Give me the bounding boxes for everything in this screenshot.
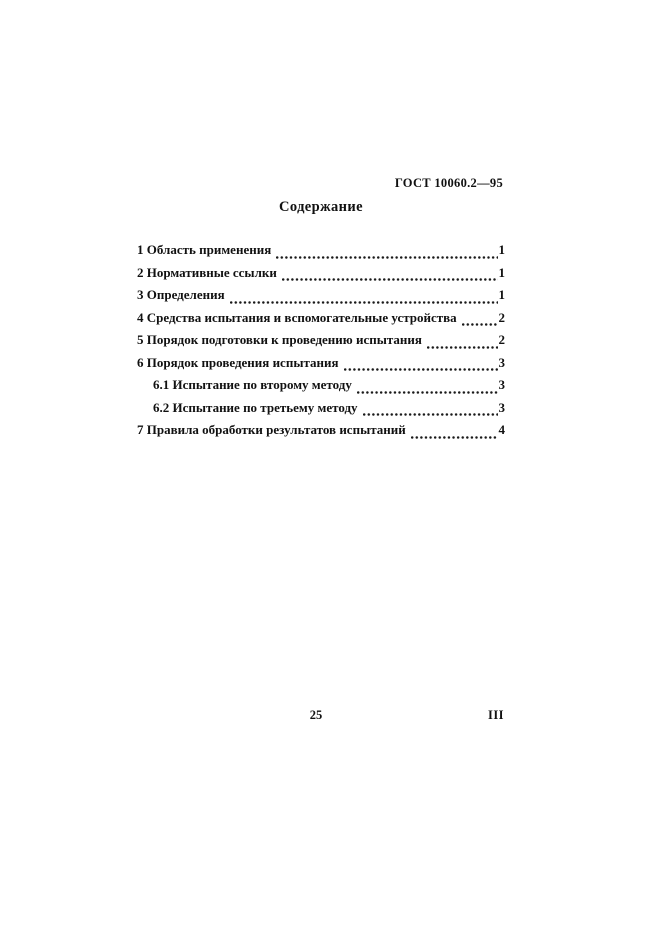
dot-leader <box>357 390 498 395</box>
document-code-header: ГОСТ 10060.2—95 <box>394 176 503 190</box>
toc-page-number: 2 <box>498 332 505 347</box>
printed-page-number: 25 <box>309 708 323 722</box>
toc-entry-label: 5 Порядок подготовки к проведению испытания <box>137 332 422 347</box>
toc-entry <box>137 242 505 265</box>
toc-page-number: 1 <box>498 264 505 280</box>
dot-leader <box>276 255 497 260</box>
toc-subentry <box>137 377 505 400</box>
toc-entry <box>137 310 505 333</box>
toc-subentry <box>137 400 505 423</box>
dot-leader <box>363 412 498 417</box>
table-of-contents <box>137 242 505 445</box>
dot-leader <box>462 322 498 327</box>
toc-entry-label: 4 Средства испытания и вспомогательные устройства <box>137 309 457 325</box>
dot-leader <box>282 277 498 282</box>
page-title: Содержание <box>278 199 364 215</box>
toc-entry <box>137 422 505 445</box>
toc-entry-label: 2 Нормативные ссылки <box>137 264 277 280</box>
toc-entry <box>137 332 505 355</box>
sheet-roman-number: III <box>487 708 505 722</box>
toc-page-number: 3 <box>498 377 505 392</box>
toc-page-number: 3 <box>498 354 505 370</box>
toc-entry <box>137 355 505 378</box>
toc-page-number: 2 <box>498 309 505 325</box>
toc-entry-label: 7 Правила обработки результатов испытаний <box>137 422 406 437</box>
toc-entry <box>137 287 505 310</box>
toc-entry <box>137 265 505 288</box>
toc-page-number: 1 <box>498 287 505 302</box>
toc-page-number: 4 <box>498 422 505 437</box>
toc-entry-label: 6.2 Испытание по третьему методу <box>153 399 358 415</box>
toc-page-number: 1 <box>498 242 505 257</box>
toc-page-number: 3 <box>498 399 505 415</box>
toc-entry-label: 1 Область применения <box>137 242 272 257</box>
toc-entry-label: 6 Порядок проведения испытания <box>137 354 339 370</box>
dot-leader <box>344 367 498 372</box>
dot-leader <box>427 345 498 350</box>
toc-entry-label: 3 Определения <box>137 287 225 302</box>
dot-leader <box>411 435 498 440</box>
toc-entry-label: 6.1 Испытание по второму методу <box>153 377 352 392</box>
dot-leader <box>230 300 498 305</box>
